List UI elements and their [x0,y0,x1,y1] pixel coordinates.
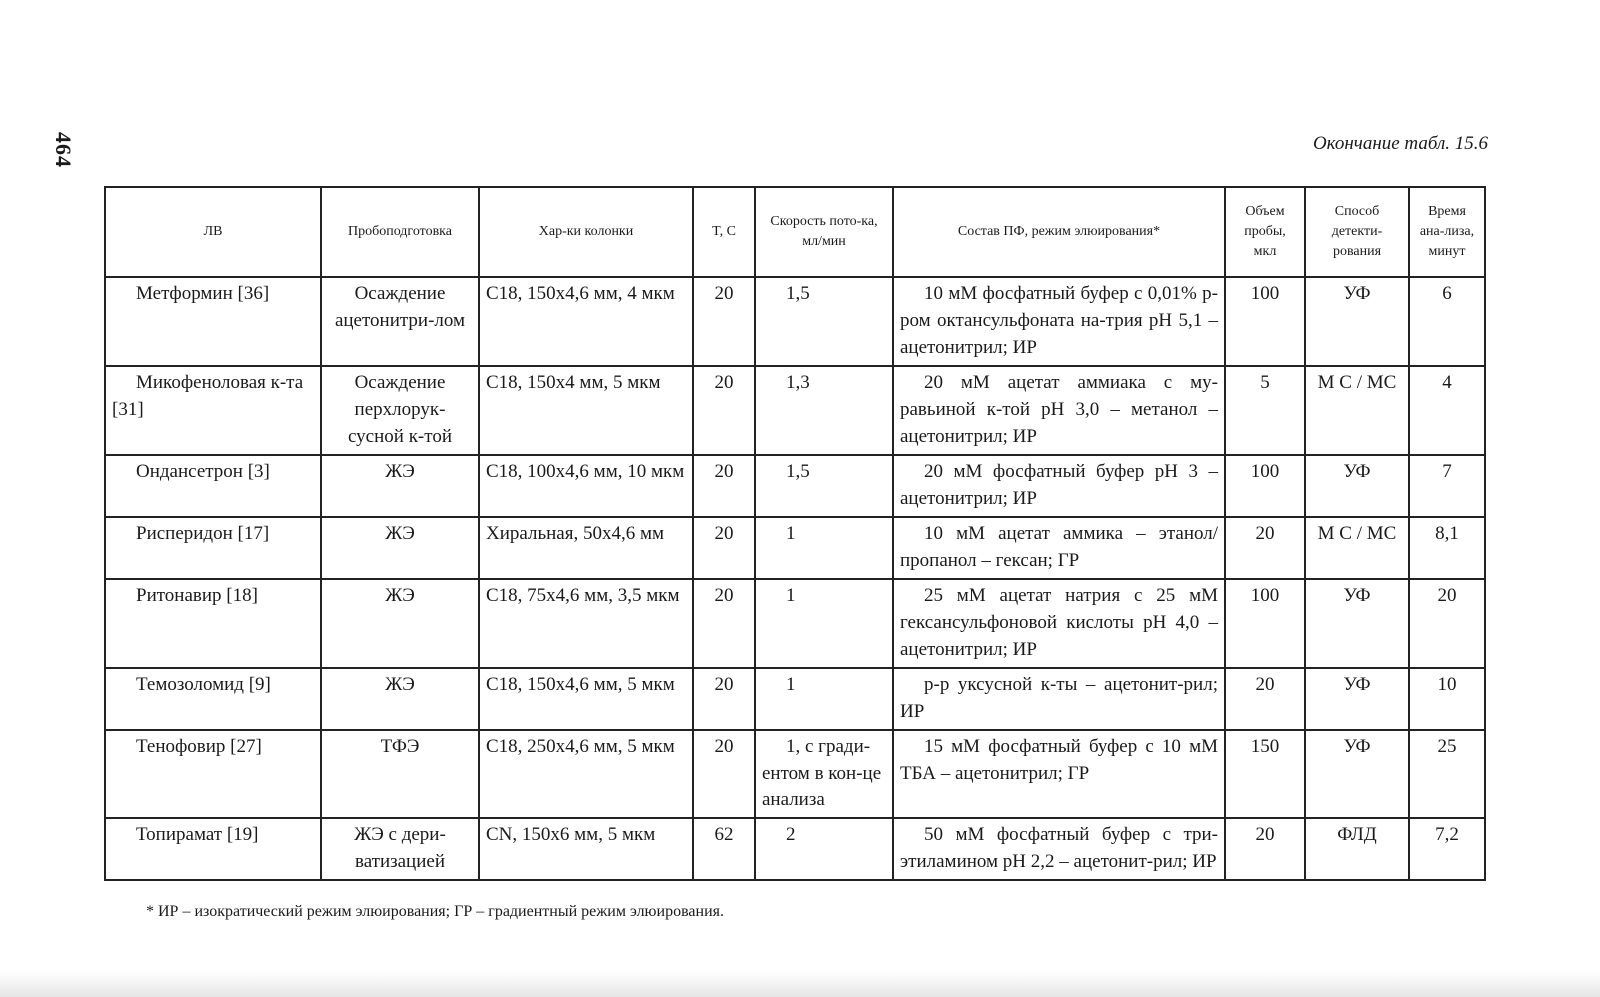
cell-time: 20 [1409,579,1485,668]
cell-detection: УФ [1305,455,1409,517]
cell-column: С18, 100х4,6 мм, 10 мкм [479,455,693,517]
cell-column: С18, 150х4 мм, 5 мкм [479,366,693,455]
cell-temp: 62 [693,818,755,880]
cell-phase: 10 мМ ацетат аммика – этанол/ пропанол – гексан; ГР [893,517,1225,579]
cell-volume: 20 [1225,517,1305,579]
data-table [104,186,1486,881]
cell-prep: Осаждение ацетонитри-лом [321,277,479,366]
cell-flow: 1 [755,517,893,579]
cell-phase: 20 мМ фосфатный буфер рН 3 – ацетонитрил; ИР [893,455,1225,517]
cell-drug: Метформин [36] [105,277,321,366]
header-row [105,187,1485,277]
table-row [105,455,1485,517]
cell-phase: 25 мМ ацетат натрия с 25 мМ гексансульфоновой кислоты рН 4,0 – ацетонитрил; ИР [893,579,1225,668]
cell-flow: 1,3 [755,366,893,455]
cell-phase: 50 мМ фосфатный буфер с три-этиламином рН 2,2 – ацетонит-рил; ИР [893,818,1225,880]
cell-temp: 20 [693,277,755,366]
cell-detection: УФ [1305,277,1409,366]
cell-drug: Ондансетрон [3] [105,455,321,517]
cell-volume: 20 [1225,818,1305,880]
cell-drug: Микофеноловая к-та [31] [105,366,321,455]
cell-flow: 1,5 [755,455,893,517]
cell-prep: ЖЭ с дери-ватизацией [321,818,479,880]
cell-phase: р-р уксусной к-ты – ацетонит-рил; ИР [893,668,1225,730]
cell-prep: ЖЭ [321,579,479,668]
col-header-phase: Состав ПФ, режим элюирования* [893,187,1225,277]
cell-time: 25 [1409,730,1485,819]
col-header-prep: Пробоподготовка [321,187,479,277]
table-row [105,668,1485,730]
cell-detection: М С / МС [1305,517,1409,579]
table-row [105,277,1485,366]
cell-prep: ЖЭ [321,668,479,730]
cell-detection: УФ [1305,730,1409,819]
cell-drug: Топирамат [19] [105,818,321,880]
table-row [105,517,1485,579]
cell-temp: 20 [693,730,755,819]
cell-column: С18, 250х4,6 мм, 5 мкм [479,730,693,819]
cell-prep: ЖЭ [321,517,479,579]
cell-drug: Рисперидон [17] [105,517,321,579]
cell-volume: 20 [1225,668,1305,730]
cell-temp: 20 [693,668,755,730]
cell-temp: 20 [693,366,755,455]
cell-time: 10 [1409,668,1485,730]
footnote: * ИР – изократический режим элюирования; ГР – градиентный режим элюирования. [146,903,724,920]
cell-prep: ТФЭ [321,730,479,819]
page-number: 464 [51,132,76,168]
cell-flow: 1, с гради-ентом в кон-це анализа [755,730,893,819]
table-row [105,579,1485,668]
col-header-flow: Скорость пото-ка, мл/мин [755,187,893,277]
cell-volume: 150 [1225,730,1305,819]
cell-drug: Ритонавир [18] [105,579,321,668]
cell-volume: 100 [1225,579,1305,668]
cell-time: 7 [1409,455,1485,517]
cell-phase: 15 мМ фосфатный буфер с 10 мМ ТБА – ацетонитрил; ГР [893,730,1225,819]
cell-prep: Осаждение перхлорук-сусной к-той [321,366,479,455]
table-row [105,366,1485,455]
cell-prep: ЖЭ [321,455,479,517]
cell-flow: 1 [755,579,893,668]
cell-column: С18, 150х4,6 мм, 4 мкм [479,277,693,366]
col-header-column: Хар-ки колонки [479,187,693,277]
table-caption: Окончание табл. 15.6 [1312,133,1488,154]
cell-drug: Темозоломид [9] [105,668,321,730]
cell-flow: 2 [755,818,893,880]
cell-volume: 100 [1225,277,1305,366]
cell-detection: УФ [1305,668,1409,730]
cell-phase: 10 мМ фосфатный буфер с 0,01% р-ром октансульфоната на-трия рН 5,1 – ацетонитрил; ИР [893,277,1225,366]
cell-temp: 20 [693,517,755,579]
cell-flow: 1 [755,668,893,730]
table-row [105,730,1485,819]
cell-volume: 5 [1225,366,1305,455]
cell-flow: 1,5 [755,277,893,366]
col-header-volume: Объем пробы, мкл [1225,187,1305,277]
col-header-drug: ЛВ [105,187,321,277]
cell-temp: 20 [693,579,755,668]
table-row [105,818,1485,880]
cell-column: CN, 150х6 мм, 5 мкм [479,818,693,880]
cell-time: 8,1 [1409,517,1485,579]
cell-time: 6 [1409,277,1485,366]
col-header-temp: T, C [693,187,755,277]
cell-temp: 20 [693,455,755,517]
cell-column: С18, 75х4,6 мм, 3,5 мкм [479,579,693,668]
cell-column: С18, 150х4,6 мм, 5 мкм [479,668,693,730]
cell-volume: 100 [1225,455,1305,517]
scan-edge-shadow [0,971,1600,997]
cell-phase: 20 мМ ацетат аммиака с му-равьиной к-той рН 3,0 – метанол – ацетонитрил; ИР [893,366,1225,455]
cell-detection: М С / МС [1305,366,1409,455]
cell-time: 7,2 [1409,818,1485,880]
cell-drug: Тенофовир [27] [105,730,321,819]
col-header-detection: Способ детекти-рования [1305,187,1409,277]
cell-column: Хиральная, 50х4,6 мм [479,517,693,579]
cell-detection: УФ [1305,579,1409,668]
cell-detection: ФЛД [1305,818,1409,880]
cell-time: 4 [1409,366,1485,455]
col-header-time: Время ана-лиза, минут [1409,187,1485,277]
